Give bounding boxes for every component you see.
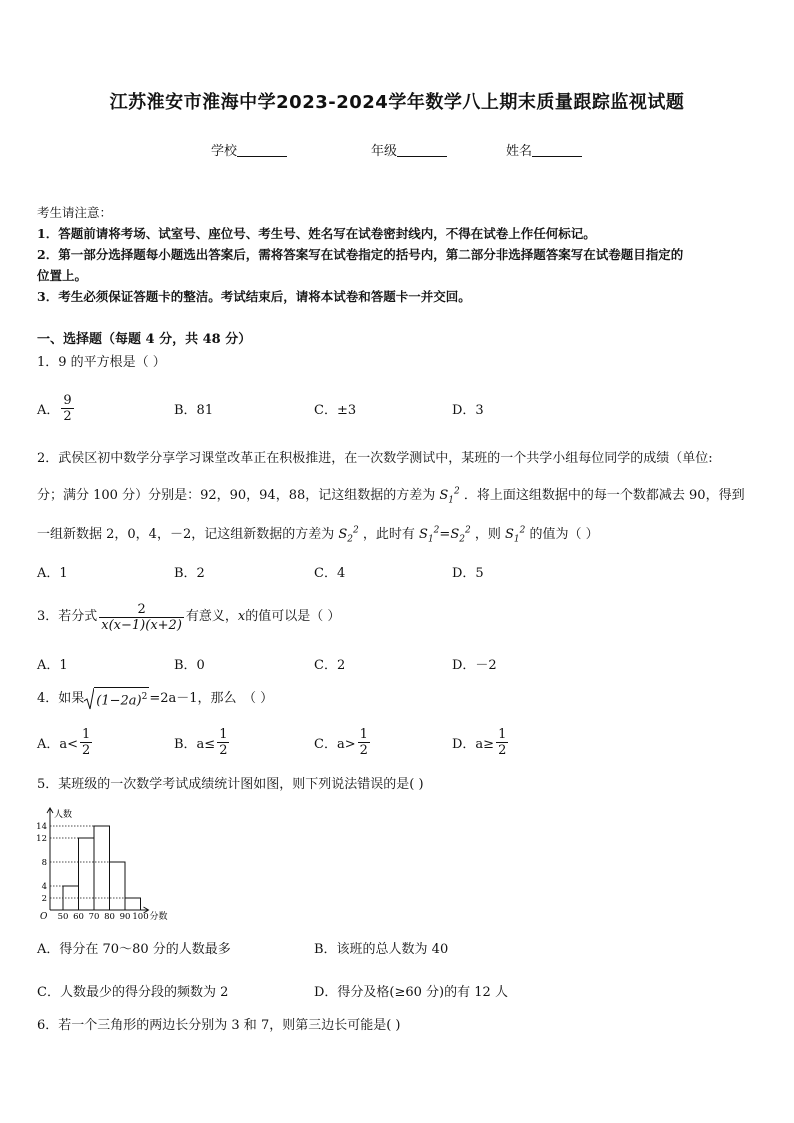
x-tick-label: 60 [73,912,84,922]
variance-s1 [439,486,460,506]
x-tick-label: 90 [119,912,131,922]
radical-sign-icon [84,688,94,710]
question-3-options [37,643,759,683]
variance-s1-again [504,525,526,545]
q1-fraction-numerator: 9 [63,392,72,408]
q4-option-c-fraction [358,727,370,758]
origin-label: O [40,912,48,922]
histogram-bar [79,838,95,910]
q4-option-c [314,722,372,762]
notice-item-2-cont: 位置上。 [37,268,88,283]
q4-option-b-label: B．a≤ [174,736,216,752]
question-1-options [37,388,759,428]
s-symbol: S [338,527,348,542]
numerator: 1 [498,726,507,742]
q2-line2-text-a: 分；满分 100 分）分别是：92，90，94，88，记这组数据的方差为 [37,488,436,503]
question-2-line-1: 2．武侯区初中数学分享学习课堂改革正在积极推进，在一次数学测试中，某班的一个共学小组每位同学的成绩（单位: [37,451,713,466]
q2-option-a: A．1 [37,565,68,581]
q1-fraction-denominator: 2 [63,408,72,424]
q2-option-d: D．5 [452,565,484,581]
q4-option-b [174,722,231,762]
notice-item-2: 2．第一部分选择题每小题选出答案后，需将答案写在试卷指定的括号内，第二部分非选择题答案写在试卷题目指定的 [37,247,684,262]
q4-suffix: =2a－1，那么 （ ） [149,691,274,706]
s-superscript: 2 [454,486,460,497]
notice-item-3: 3．考生必须保证答题卡的整洁。考试结束后，请将本试卷和答题卡一并交回。 [37,289,471,304]
question-2-line-2 [37,484,759,506]
q4-radicand [94,687,149,710]
y-axis-label: 人数 [54,810,73,820]
histogram-bar [125,898,141,910]
q4-option-a-fraction [80,727,92,758]
y-tick-label: 4 [41,882,47,892]
q4-radicand-expr: (1−2a) [96,693,142,709]
q1-option-a-label: A． [37,402,60,418]
q4-option-a [37,722,94,762]
numerator: 1 [82,726,91,742]
s-subscript: 2 [459,534,465,545]
x-tick-label: 50 [57,912,69,922]
question-6-stem: 6．若一个三角形的两边长分别为 3 和 7，则第三边长可能是( ) [37,1018,401,1033]
question-4-stem [37,684,759,714]
y-tick-label: 12 [36,834,47,844]
q4-option-d [452,722,510,762]
school-field [211,140,287,159]
denominator: 2 [219,742,228,758]
q4-option-a-label: A．a< [37,736,79,752]
q5-option-b: B．该班的总人数为 40 [314,942,449,957]
histogram-bar [94,826,110,910]
s-symbol: S [439,488,449,503]
name-blank [532,143,582,157]
s-superscript: 2 [353,525,359,536]
q4-option-b-fraction [217,727,229,758]
name-field [506,140,582,159]
equals-sign: = [439,527,451,542]
notice-block [37,202,759,307]
variance-equation [419,525,471,545]
q4-option-d-fraction [496,727,508,758]
q2-option-b: B．2 [174,565,205,581]
s-subscript: 1 [427,534,434,545]
q1-fraction [61,393,73,424]
x-tick-label: 100 [132,912,149,922]
grade-field [371,140,447,159]
q5-option-d: D．得分及格(≥60 分)的有 12 人 [314,985,508,1000]
question-3-stem [37,597,759,637]
q2-line3-text-a: 一组新数据 2，0，4，－2，记这组新数据的方差为 [37,527,335,542]
q3-option-b: B．0 [174,657,205,673]
q4-prefix: 4．如果 [37,691,85,706]
school-blank [237,143,287,157]
denominator: 2 [498,742,507,758]
s-symbol: S [419,527,428,542]
q3-prefix: 3．若分式 [37,609,98,624]
variance-s2 [338,525,359,545]
notice-item-1: 1．答题前请将考场、试室号、座位号、考生号、姓名写在试卷密封线内，不得在试卷上作任何标记。 [37,226,596,241]
q4-option-d-label: D．a≥ [452,736,495,752]
grade-blank [397,143,447,157]
question-5-stem: 5．某班级的一次数学考试成绩统计图如图，则下列说法错误的是( ) [37,777,424,792]
question-2-line-3 [37,523,759,545]
q4-square-root [84,687,149,710]
x-axis-label: 分数 [149,912,168,922]
q3-suffix-2: 的值可以是（ ） [245,609,341,624]
denominator: 2 [82,742,91,758]
s-symbol: S [450,527,460,542]
q2-line3-text-c: ，则 [474,527,501,542]
q1-option-a [37,388,76,428]
s-subscript: 2 [347,534,353,545]
q4-option-c-label: C．a> [314,736,356,752]
s-subscript: 1 [513,534,520,545]
x-tick-label: 80 [104,912,115,922]
grade-label: 年级 [371,144,398,159]
notice-head: 考生请注意： [37,205,113,220]
q3-variable: x [237,609,246,624]
numerator: 1 [219,726,228,742]
y-tick-label: 8 [41,858,47,868]
q1-option-b: B．81 [174,402,214,418]
q3-option-a: A．1 [37,657,68,673]
name-label: 姓名 [506,144,533,159]
histogram-svg [30,805,200,925]
numerator: 1 [359,726,368,742]
s-superscript: 2 [433,525,440,536]
s-superscript: 2 [464,525,471,536]
y-tick-label: 14 [36,822,47,832]
x-tick-label: 70 [88,912,100,922]
s-subscript: 1 [448,495,455,506]
q3-denominator: x(x−1)(x+2) [101,617,182,633]
histogram-bar [110,862,126,910]
q3-option-d: D．－2 [452,657,497,673]
s-superscript: 2 [519,525,526,536]
q3-option-c: C．2 [314,657,346,673]
q5-option-a: A．得分在 70～80 分的人数最多 [37,942,231,957]
q1-option-c: C．±3 [314,402,357,418]
q2-option-c: C．4 [314,565,346,581]
s-symbol: S [504,527,514,542]
q5-option-c: C．人数最少的得分段的频数为 2 [37,985,229,1000]
question-1-stem: 1．9 的平方根是（ ） [37,355,166,370]
q2-line3-text-b: ，此时有 [362,527,415,542]
q2-line2-text-b: ．将上面这组数据中的每一个数都减去 90，得到 [463,488,745,503]
q4-exponent: 2 [141,692,148,703]
q3-numerator: 2 [137,601,146,617]
question-4-options [37,722,759,762]
histogram-chart [30,805,200,925]
q3-fraction [99,602,184,633]
section-heading-choice: 一、选择题（每题 4 分，共 48 分） [37,332,252,347]
y-tick-label: 2 [41,894,47,904]
q2-line3-text-d: 的值为（ ） [529,527,599,542]
denominator: 2 [359,742,368,758]
q1-option-d: D．3 [452,402,484,418]
q3-suffix-1: 有意义， [185,609,238,624]
page-title: 江苏淮安市淮海中学2023-2024学年数学八上期末质量跟踪监视试题 [109,92,685,113]
question-2-options [37,551,759,591]
school-label: 学校 [211,144,238,159]
